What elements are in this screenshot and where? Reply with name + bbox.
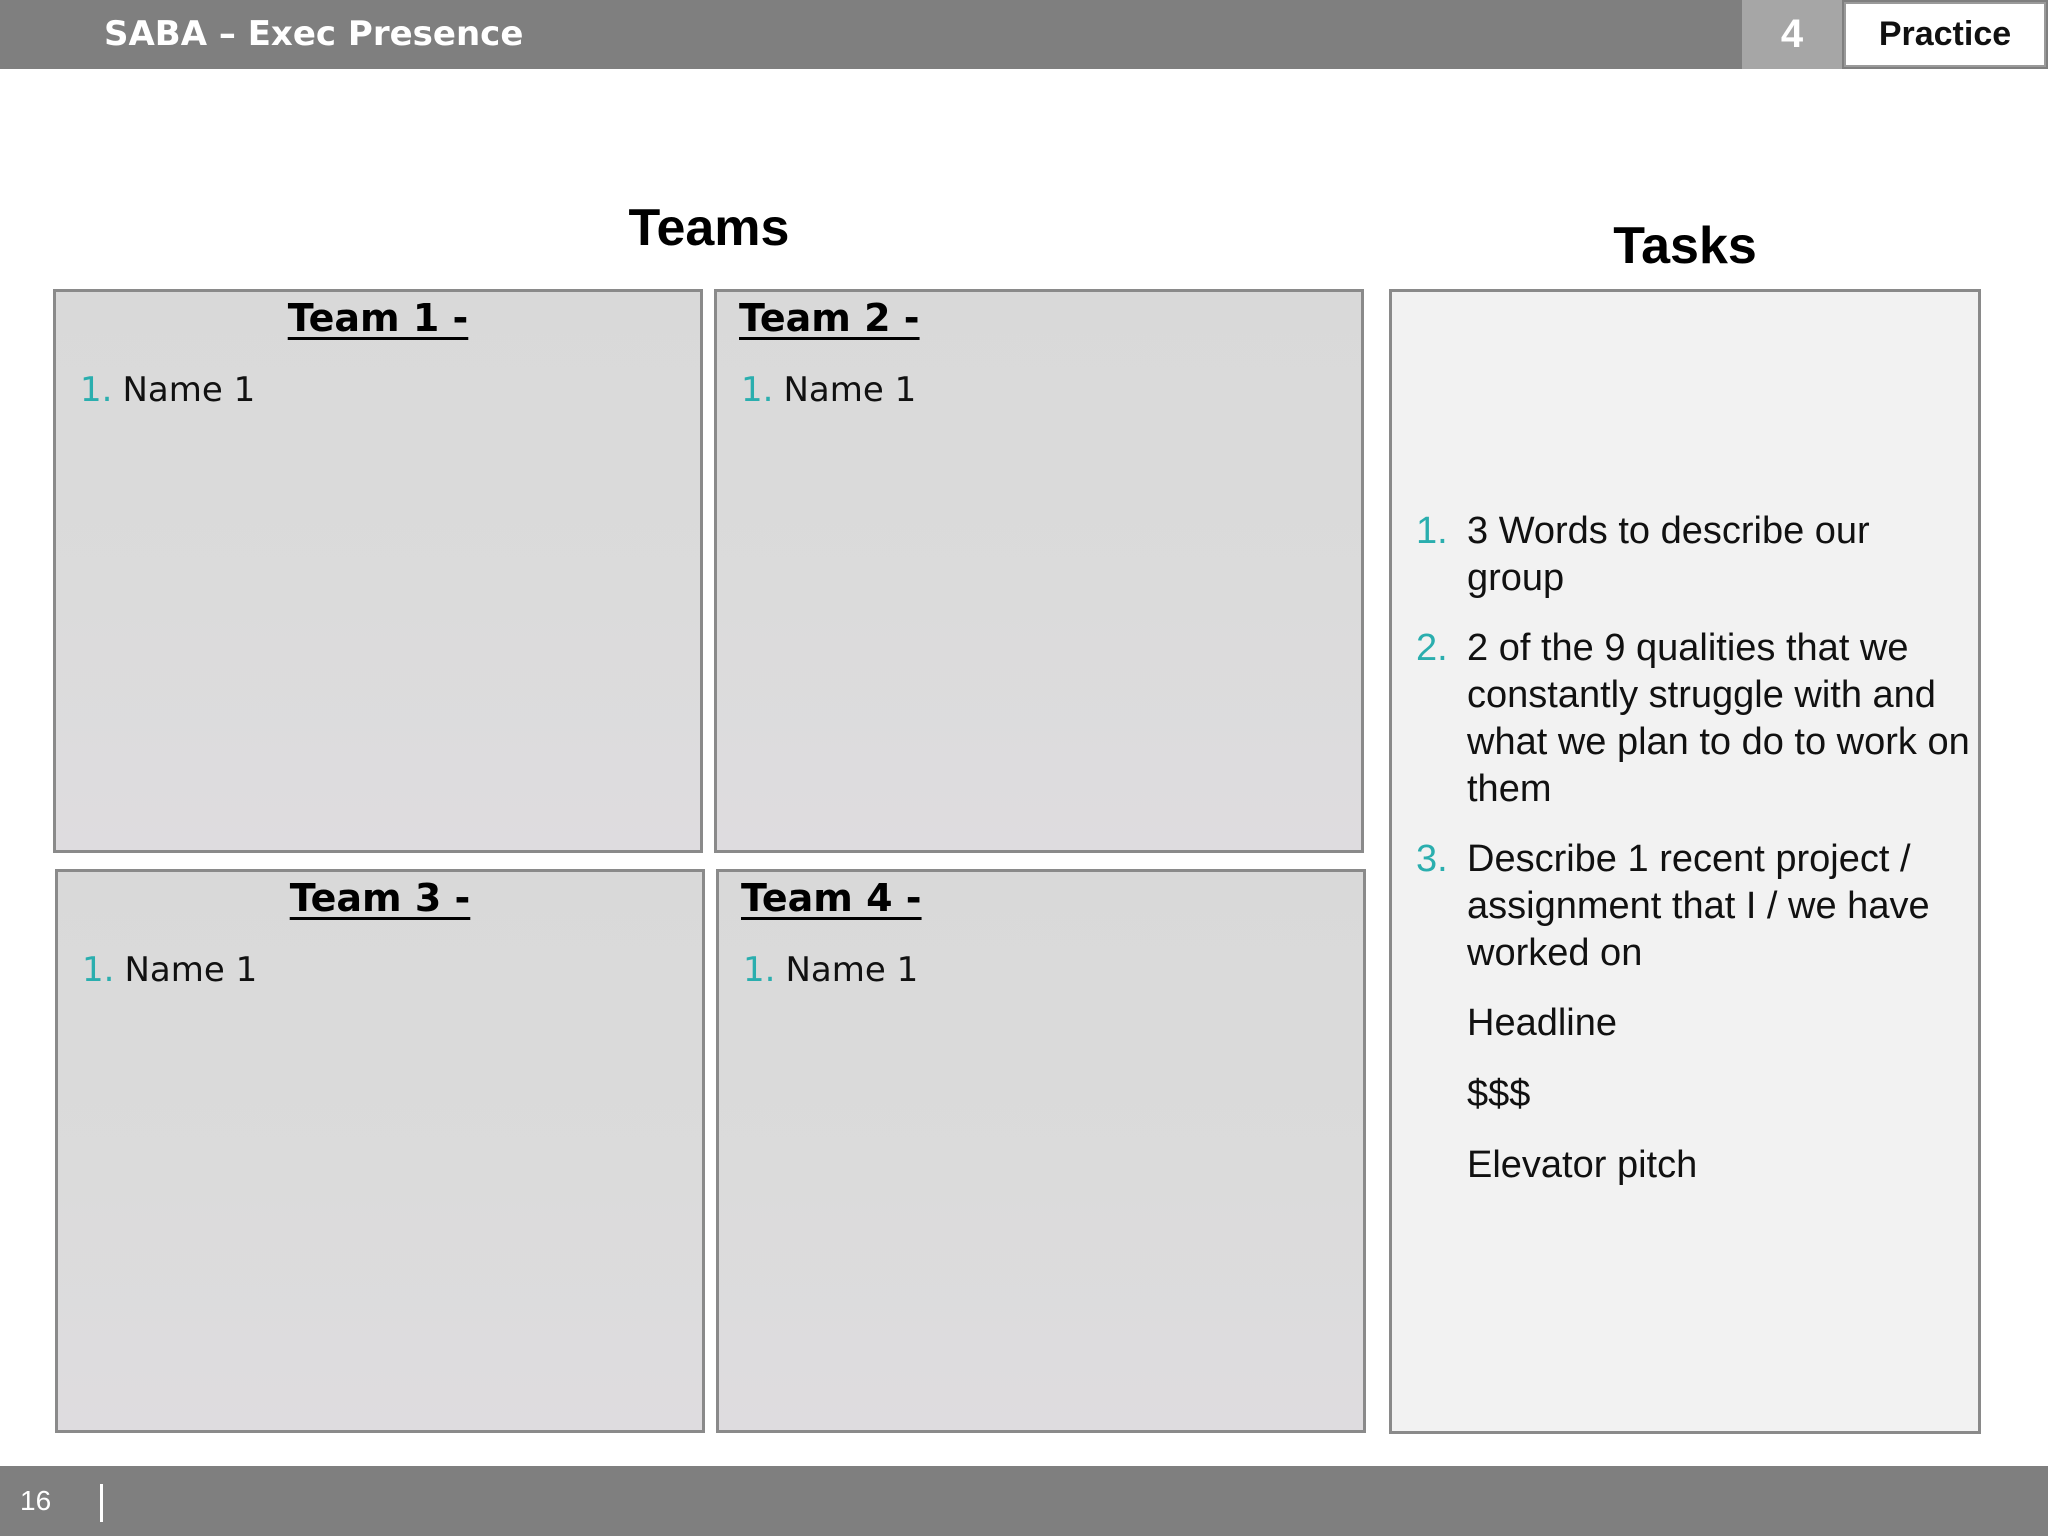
task-item-2 xyxy=(1416,625,1972,813)
list-number: 1. xyxy=(80,370,113,410)
list-number: 1. xyxy=(82,950,115,990)
list-item xyxy=(743,950,918,990)
team-box-2 xyxy=(714,289,1364,853)
task-text: 2 of the 9 qualities that we constantly struggle with and what we plan to do to work on them xyxy=(1467,627,1970,810)
header-bar xyxy=(0,0,2048,69)
member-name: Name 1 xyxy=(783,370,917,410)
team-member-list xyxy=(743,950,918,990)
member-name: Name 1 xyxy=(785,950,919,990)
page-number: 16 xyxy=(20,1485,52,1516)
team-member-list xyxy=(741,370,916,410)
list-number: 2. xyxy=(1416,627,1448,669)
teams-heading: Teams xyxy=(628,199,790,257)
team-member-list xyxy=(80,370,255,410)
list-item xyxy=(80,370,255,410)
list-number: 3. xyxy=(1416,838,1448,880)
task-text: 3 Words to describe our group xyxy=(1467,510,1870,599)
list-number: 1. xyxy=(1416,510,1448,552)
list-item xyxy=(741,370,916,410)
footer-bar xyxy=(0,1466,2048,1536)
tasks-heading: Tasks xyxy=(1613,217,1757,275)
team-member-list xyxy=(82,950,257,990)
task-text: Describe 1 recent project / assignment that I / we have worked on xyxy=(1467,838,1930,974)
task-item-3 xyxy=(1416,836,1972,977)
task-item-1 xyxy=(1416,508,1972,602)
deck-title: SABA – Exec Presence xyxy=(104,14,524,54)
section-number: 4 xyxy=(1742,0,1842,69)
task-sub-elevator-pitch: Elevator pitch xyxy=(1467,1144,1698,1186)
team-title: Team 1 - xyxy=(287,296,469,340)
team-title: Team 3 - xyxy=(289,876,471,920)
task-list xyxy=(1416,508,1972,1213)
section-label: Practice xyxy=(1844,2,2046,67)
task-sub-headline: Headline xyxy=(1467,1002,1617,1044)
team-box-3 xyxy=(55,869,705,1433)
tasks-box xyxy=(1389,289,1981,1434)
team-box-1 xyxy=(53,289,703,853)
list-item xyxy=(82,950,257,990)
footer-divider xyxy=(100,1484,103,1522)
team-title: Team 4 - xyxy=(741,876,922,920)
list-number: 1. xyxy=(741,370,774,410)
task-sub-money: $$$ xyxy=(1467,1073,1531,1115)
team-title: Team 2 - xyxy=(739,296,920,340)
team-box-4 xyxy=(716,869,1366,1433)
member-name: Name 1 xyxy=(124,950,258,990)
member-name: Name 1 xyxy=(122,370,256,410)
list-number: 1. xyxy=(743,950,776,990)
